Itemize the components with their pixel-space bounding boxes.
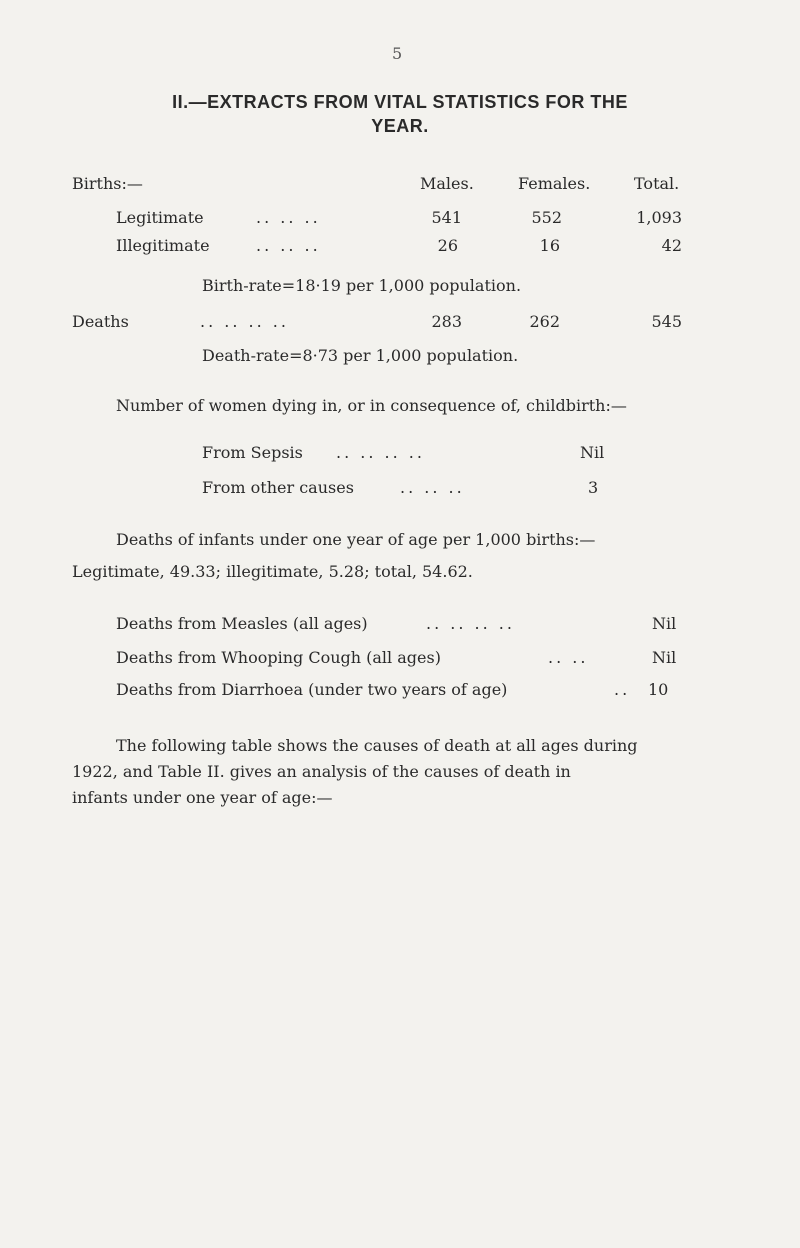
infant-deaths-intro: Deaths of infants under one year of age per 1,000 births:— bbox=[116, 530, 596, 549]
row-leader-dots: .. .. .. .. bbox=[336, 443, 425, 462]
column-header-females: Females. bbox=[518, 174, 591, 193]
page-number: 5 bbox=[392, 44, 403, 63]
illegitimate-males: 26 bbox=[437, 236, 458, 255]
column-header-males: Males. bbox=[420, 174, 474, 193]
sepsis-value: Nil bbox=[580, 443, 605, 462]
sepsis-label: From Sepsis bbox=[202, 443, 303, 462]
illegitimate-total: 42 bbox=[661, 236, 682, 255]
births-label: Births:— bbox=[72, 174, 143, 193]
deaths-total: 545 bbox=[651, 312, 682, 331]
childbirth-intro: Number of women dying in, or in consequence of, childbirth:— bbox=[116, 396, 627, 415]
death-rate: Death-rate=8·73 per 1,000 population. bbox=[202, 346, 519, 365]
deaths-males: 283 bbox=[431, 312, 462, 331]
page-title-continuation: YEAR. bbox=[371, 116, 429, 136]
row-label-illegitimate: Illegitimate bbox=[116, 236, 210, 255]
legitimate-males: 541 bbox=[431, 208, 462, 227]
closing-paragraph-line-2: 1922, and Table II. gives an analysis of the causes of death in bbox=[72, 762, 571, 781]
other-causes-label: From other causes bbox=[202, 478, 354, 497]
row-leader-dots: .. .. .. .. bbox=[200, 312, 289, 331]
infant-deaths-figures: Legitimate, 49.33; illegitimate, 5.28; total, 54.62. bbox=[72, 562, 473, 581]
whooping-cough-value: Nil bbox=[652, 648, 677, 667]
diarrhoea-label: Deaths from Diarrhoea (under two years of age) bbox=[116, 680, 508, 699]
row-label-legitimate: Legitimate bbox=[116, 208, 204, 227]
column-header-total: Total. bbox=[634, 174, 680, 193]
illegitimate-females: 16 bbox=[539, 236, 560, 255]
closing-paragraph-line-1: The following table shows the causes of death at all ages during bbox=[116, 736, 638, 755]
measles-value: Nil bbox=[652, 614, 677, 633]
row-leader-dots: .. bbox=[614, 680, 631, 699]
other-causes-value: 3 bbox=[588, 478, 599, 497]
row-leader-dots: .. .. .. .. bbox=[426, 614, 515, 633]
diarrhoea-value: 10 bbox=[648, 680, 669, 699]
row-leader-dots: .. .. .. bbox=[400, 478, 465, 497]
birth-rate: Birth-rate=18·19 per 1,000 population. bbox=[202, 276, 522, 295]
deaths-females: 262 bbox=[529, 312, 560, 331]
measles-label: Deaths from Measles (all ages) bbox=[116, 614, 368, 633]
row-leader-dots: .. .. .. bbox=[256, 236, 321, 255]
row-leader-dots: .. .. bbox=[548, 648, 589, 667]
whooping-cough-label: Deaths from Whooping Cough (all ages) bbox=[116, 648, 441, 667]
row-leader-dots: .. .. .. bbox=[256, 208, 321, 227]
closing-paragraph-line-3: infants under one year of age:— bbox=[72, 788, 333, 807]
legitimate-total: 1,093 bbox=[636, 208, 682, 227]
deaths-label: Deaths bbox=[72, 312, 129, 331]
page-title: II.—EXTRACTS FROM VITAL STATISTICS FOR THE bbox=[172, 92, 628, 112]
legitimate-females: 552 bbox=[531, 208, 562, 227]
